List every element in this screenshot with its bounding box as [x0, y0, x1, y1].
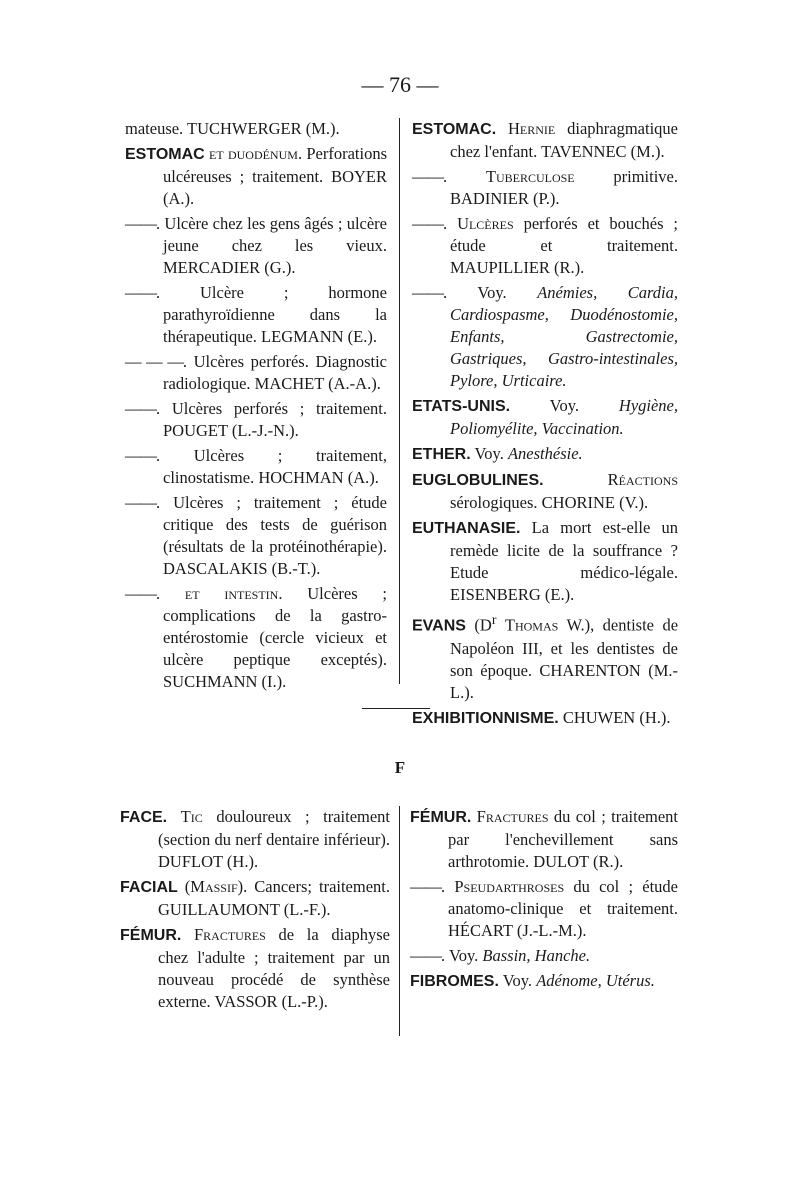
index-entry	[410, 806, 678, 873]
index-entry	[412, 517, 678, 606]
entry-heading: ESTOMAC.	[412, 121, 497, 138]
entry-text: douloureux ; traitement (section du nerf dentaire inférieur). DUFLOT (H.).	[158, 807, 391, 871]
entry-heading: ESTOMAC	[125, 146, 205, 163]
entry-text: du col ; traitement par l'enchevillement sans arthrotomie. DULOT (R.).	[448, 807, 679, 871]
entry-see: Voy.	[474, 444, 504, 463]
entry-dash: ——	[412, 283, 443, 302]
page-number: — 76 —	[361, 72, 439, 97]
entry-see: Voy.	[502, 971, 533, 990]
entry-text: de la diaphyse chez l'adulte ; traitement par un nouveau procédé de synthèse externe. VASSOR (L.-P.).	[158, 925, 391, 1011]
index-entry	[412, 707, 678, 730]
entry-subject: Ulcères	[457, 214, 514, 233]
entry-text: diaphragmatique chez l'enfant. TAVENNEC (M.).	[450, 119, 679, 161]
index-entry: ——. Ulcères ; traitement ; étude critique des tests de guérison (résultats de la protéinothérapie). DASCALAKIS (B.-T.).	[125, 493, 387, 578]
entry-text: Ulcères ; traitement, clinostatisme. HOCHMAN (A.).	[163, 446, 388, 487]
entry-prefix: (D	[474, 615, 492, 635]
entry-text: CHUWEN (H.).	[562, 707, 671, 727]
index-entry: ——. Ulcères perforés ; traitement. POUGET (L.-J.-N.).	[125, 399, 387, 440]
entry-crossref: Anesthésie.	[507, 444, 583, 463]
entry-superscript: r	[491, 612, 497, 627]
index-entry: ——. Ulcères perforés et bouchés ; étude et traitement. MAUPILLIER (R.).	[412, 214, 678, 277]
entry-subject: Réactions	[607, 470, 678, 489]
entry-subject: Tuberculose	[485, 167, 575, 186]
index-entry	[120, 806, 390, 873]
entry-dash: ——	[125, 214, 156, 233]
index-entry: ——. Ulcère ; hormone parathyroïdienne dans la thérapeutique. LEGMANN (E.).	[125, 283, 387, 346]
index-entry	[412, 395, 678, 440]
entry-heading: FÉMUR.	[410, 809, 472, 826]
entry-crossref: Anémies, Cardia, Cardiospasme, Duodénostomie, Enfants, Gastrectomie, Gastriques, Gastro-intestinales, Pylore, Urticaire.	[450, 283, 679, 390]
index-entry: ——. Pseudarthroses du col ; étude anatomo-clinique et traitement. HÉCART (J.-L.-M.).	[410, 877, 678, 940]
entry-crossref: Hygiène, Poliomyélite, Vaccination.	[450, 396, 679, 438]
index-entry	[412, 118, 678, 163]
entry-subject: Fractures	[476, 807, 549, 826]
entry-text: du col ; étude anatomo-clinique et traitement. HÉCART (J.-L.-M.).	[448, 877, 678, 940]
left-column-top	[125, 118, 387, 696]
entry-heading: ETHER.	[412, 446, 471, 463]
entry-subject: Thomas	[504, 615, 559, 635]
index-entry	[125, 118, 387, 140]
index-entry	[412, 609, 678, 704]
right-column-bottom	[410, 806, 678, 996]
entry-heading: FÉMUR.	[120, 927, 182, 944]
entry-text: Ulcère ; hormone parathyroïdienne dans la thérapeutique. LEGMANN (E.).	[163, 283, 387, 346]
index-entry: ——. Voy. Bassin, Hanche.	[410, 946, 591, 965]
entry-heading: EXHIBITIONNISME.	[412, 709, 559, 727]
entry-subject: (Massif).	[184, 877, 248, 896]
entry-subject: Hernie	[508, 119, 556, 138]
entry-see: Voy.	[549, 396, 580, 415]
index-entry	[412, 469, 678, 514]
entry-text: Ulcères perforés ; traitement. POUGET (L.-J.-N.).	[163, 399, 387, 440]
entry-subject: Tic	[180, 807, 203, 826]
right-column-top	[412, 118, 678, 733]
entry-see: Voy.	[477, 283, 507, 302]
entry-text: Ulcères ; complications de la gastro-entérostomie (cercle vicieux et ulcère peptique exceptés). SUCHMANN (I.).	[163, 584, 387, 691]
entry-text: perforés et bouchés ; étude et traitement. MAUPILLIER (R.).	[450, 214, 678, 277]
entry-dash: ——	[412, 167, 443, 186]
section-separator	[362, 708, 430, 709]
index-entry	[410, 970, 678, 993]
entry-dash: ——	[125, 584, 156, 603]
index-entry: — — —. Ulcères perforés. Diagnostic radiologique. MACHET (A.-A.).	[125, 352, 387, 393]
entry-see: Voy.	[448, 946, 479, 965]
entry-text: Perforations ulcéreuses ; traitement. BOYER (A.).	[163, 144, 387, 208]
entry-text: primitive. BADINIER (P.).	[450, 167, 679, 208]
section-letter: F	[394, 758, 406, 777]
entry-heading: EUTHANASIE.	[412, 520, 521, 537]
entry-dash: ——	[412, 214, 443, 233]
entry-crossref: Adénome, Utérus.	[536, 971, 655, 990]
entry-dash: ——	[125, 283, 156, 302]
column-divider-bottom	[399, 806, 400, 1036]
entry-text: Ulcères perforés. Diagnostic radiologique. MACHET (A.-A.).	[163, 352, 387, 393]
entry-dash: ——	[125, 399, 156, 418]
entry-dash: ——	[410, 946, 441, 965]
left-column-bottom	[120, 806, 390, 1016]
index-entry	[120, 876, 390, 921]
index-entry	[125, 143, 387, 210]
index-entry: ——. Voy. Anémies, Cardia, Cardiospasme, Duodénostomie, Enfants, Gastrectomie, Gastriques, Gastro-intestinales, Pylore, Urticaire.	[412, 283, 679, 390]
entry-text: Cancers; traitement. GUILLAUMONT (L.-F.).	[158, 877, 390, 919]
entry-text: La mort est-elle un remède licite de la souffrance ? Etude médico-légale. EISENBERG (E.).	[450, 518, 678, 604]
entry-heading: EVANS	[412, 617, 466, 635]
index-entry	[120, 924, 390, 1013]
entry-subheading: et duodénum.	[209, 144, 303, 163]
entry-dash: ——	[125, 493, 156, 512]
entry-heading: EUGLOBULINES.	[412, 472, 544, 489]
index-entry	[412, 443, 678, 466]
entry-dash: ——	[125, 446, 156, 465]
entry-heading: FACE.	[120, 809, 168, 826]
entry-text: W.), dentiste de Napoléon III, et les dentistes de son époque. CHARENTON (M.-L.).	[450, 615, 679, 702]
index-entry: ——. Tuberculose primitive. BADINIER (P.).	[412, 167, 679, 208]
index-entry: ——. Ulcères ; traitement, clinostatisme. HOCHMAN (A.).	[125, 446, 388, 487]
entry-text: Ulcères ; traitement ; étude critique des tests de guérison (résultats de la protéinothérapie). DASCALAKIS (B.-T.).	[163, 493, 387, 578]
entry-dash: ——	[410, 877, 441, 896]
entry-crossref: Bassin, Hanche.	[482, 946, 591, 965]
entry-heading: ETATS-UNIS.	[412, 398, 511, 415]
entry-text: Ulcère chez les gens âgés ; ulcère jeune chez les vieux. MERCADIER (G.).	[163, 214, 388, 277]
column-divider-top	[399, 118, 400, 684]
entry-dash: — — —	[125, 352, 183, 371]
entry-heading: FIBROMES.	[410, 973, 499, 990]
entry-text: mateuse. TUCHWERGER (M.).	[125, 119, 340, 138]
index-entry: ——. et intestin. Ulcères ; complications de la gastro-entérostomie (cercle vicieux et ulcère peptique exceptés). SUCHMANN (I.).	[125, 584, 387, 691]
index-entry: ——. Ulcère chez les gens âgés ; ulcère jeune chez les vieux. MERCADIER (G.).	[125, 214, 388, 277]
entry-subject: Pseudarthroses	[454, 877, 565, 896]
entry-subheading: et intestin.	[184, 584, 283, 603]
entry-text: sérologiques. CHORINE (V.).	[450, 493, 649, 512]
entry-subject: Fractures	[194, 925, 266, 944]
entry-heading: FACIAL	[120, 879, 178, 896]
